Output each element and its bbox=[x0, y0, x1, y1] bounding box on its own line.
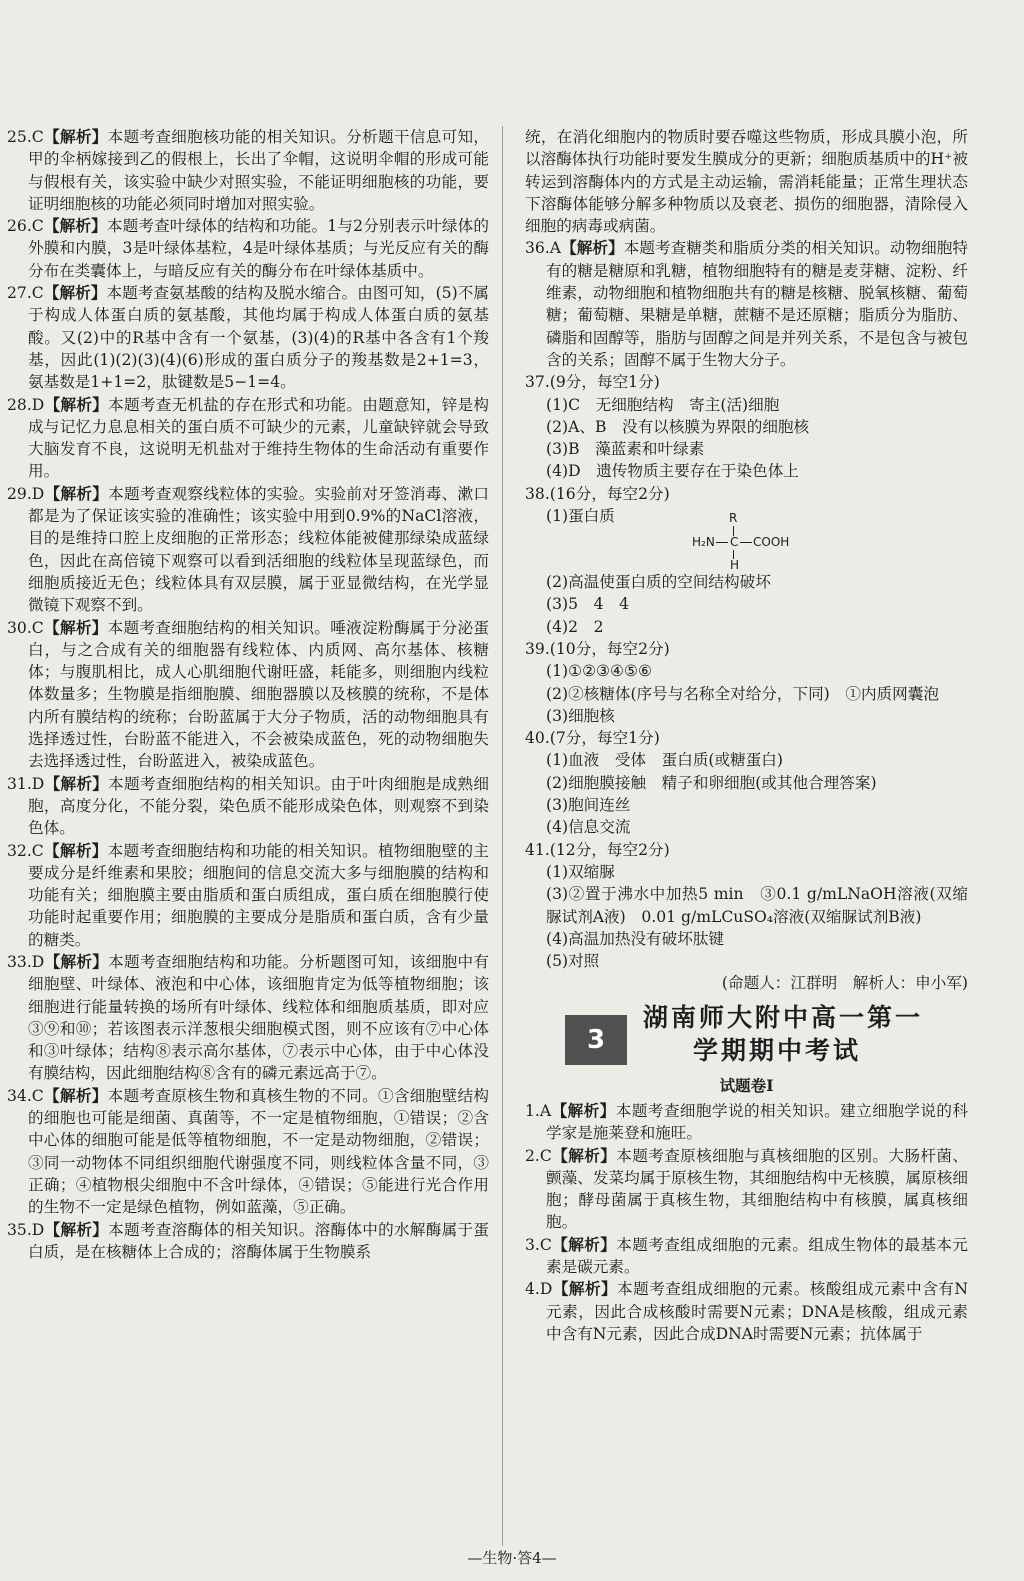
answer-39-line-2: (2)②核糖体(序号与名称全对给分，下同) ①内质网囊泡 bbox=[546, 684, 939, 703]
answer-40 bbox=[525, 727, 968, 838]
answer-1 bbox=[525, 1100, 968, 1145]
analysis-tag: 【解析】 bbox=[552, 1279, 618, 1299]
answer-26 bbox=[7, 215, 489, 282]
amino-acid-formula bbox=[546, 505, 968, 571]
answer-38 bbox=[525, 483, 968, 638]
right-column bbox=[525, 126, 968, 1345]
answer-29 bbox=[7, 483, 489, 617]
answer-41-line-2: (3)②置于沸水中加热5 min ③0.1 g/mLNaOH溶液(双缩脲试剂A液) 0.01 g/mLCuSO₄溶液(双缩脲试剂B液) bbox=[546, 885, 968, 926]
answer-40-head: 40.(7分，每空1分) bbox=[525, 729, 660, 748]
answer-3 bbox=[525, 1234, 968, 1279]
formula-carboxyl-group: COOH bbox=[753, 535, 790, 550]
answer-number: 31.D bbox=[7, 774, 45, 793]
answer-41-line-1: (1)双缩脲 bbox=[546, 862, 615, 881]
analysis-tag: 【解析】 bbox=[43, 127, 108, 146]
section-title: 试题卷Ⅰ bbox=[719, 1075, 774, 1095]
answer-37 bbox=[525, 371, 968, 482]
exam-title-line-2: 学期期中考试 bbox=[693, 1035, 862, 1065]
answer-text: 本题考查细胞学说的相关知识。建立细胞学说的科学家是施莱登和施旺。 bbox=[546, 1101, 968, 1143]
answer-28 bbox=[7, 394, 489, 483]
analysis-tag: 【解析】 bbox=[551, 1234, 617, 1254]
answer-number: 3.C bbox=[525, 1235, 552, 1254]
answer-list-exam-3 bbox=[525, 1100, 968, 1345]
answer-number: 27.C bbox=[7, 284, 44, 303]
answer-41-line-3: (4)高温加热没有破坏肽键 bbox=[546, 929, 725, 948]
analysis-tag: 【解析】 bbox=[551, 1145, 617, 1165]
analysis-tag: 【解析】 bbox=[44, 1219, 109, 1239]
answer-text: 本题考查组成细胞的元素。组成生物体的最基本元素是碳元素。 bbox=[546, 1235, 968, 1277]
answer-text: 本题考查无机盐的存在形式和功能。由题意知，锌是构成与记忆力息息相关的蛋白质不可缺少的元素，儿童缺锌就会导致大脑发育不良，这说明无机盐对于维持生物体的生命活动有重要作用。 bbox=[28, 395, 489, 481]
formula-r-group: R bbox=[729, 511, 738, 526]
answer-37-line-1: (1)C 无细胞结构 寄主(活)细胞 bbox=[546, 395, 780, 414]
answer-number: 32.C bbox=[7, 841, 44, 860]
answer-40-line-2: (2)细胞膜接触 精子和卵细胞(或其他合理答案) bbox=[546, 773, 877, 792]
answer-39 bbox=[525, 638, 968, 727]
answer-41 bbox=[525, 839, 968, 973]
answer-35-continued: 统，在消化细胞内的物质时要吞噬这些物质，形成具膜小泡，所以溶酶体执行功能时要发生膜成分的更新；细胞质基质中的H⁺被转运到溶酶体内的方式是主动运输，需消耗能量；正常生理状态下溶酶体能够分解多种物质以及衰老、损伤的细胞器，清除侵入细胞的病毒或病菌。 bbox=[525, 128, 968, 236]
formula-bond-left bbox=[716, 542, 728, 543]
answer-text: 本题考查观察线粒体的实验。实验前对牙签消毒、漱口都是为了保证该实验的准确性；该实验中用到0.9%的NaCl溶液，目的是维持口腔上皮细胞的正常形态；线粒体能被健那绿染成蓝绿色，因此在高倍镜下观察可以看到活细胞的线粒体呈现蓝绿色，而细胞质接近无色；线粒体具有双层膜，属于亚显微结构，在光学显微镜下观察不到。 bbox=[28, 484, 489, 615]
formula-amino-group: H₂N bbox=[692, 535, 715, 550]
answer-text: 本题考查原核生物和真核生物的不同。①含细胞壁结构的细胞也可能是细菌、真菌等，不一定是植物细胞，①错误；②含中心体的细胞可能是低等植物细胞，不一定是动物细胞，②错误；③同一动物体不同组织细胞代谢强度不同，则线粒体含量不同，③正确；④植物根尖细胞中不含叶绿体，④错误；⑤能进行光合作用的生物不一定是绿色植物，例如蓝藻，⑤正确。 bbox=[28, 1086, 489, 1217]
answer-text: 本题考查细胞结构的相关知识。唾液淀粉酶属于分泌蛋白，与之合成有关的细胞器有线粒体、内质网、高尔基体、核糖体；与腹肌相比，成人心肌细胞代谢旺盛，耗能多，则细胞内线粒体数量多；生物膜是指细胞膜、细胞器膜以及核膜的统称，不是体内所有膜结构的统称；台盼蓝属于大分子物质，活的动物细胞具有选择透过性，台盼蓝不能进入，不会被染成蓝色，死的动物细胞失去选择透过性，台盼蓝进入，被染成蓝色。 bbox=[28, 618, 489, 771]
analysis-tag: 【解析】 bbox=[43, 617, 108, 637]
answer-35 bbox=[7, 1219, 489, 1264]
answer-39-line-1: (1)①②③④⑤⑥ bbox=[546, 662, 652, 681]
answer-40-line-4: (4)信息交流 bbox=[546, 818, 631, 837]
formula-label: (1)蛋白质 bbox=[546, 507, 615, 526]
answer-41-head: 41.(12分，每空2分) bbox=[525, 840, 670, 859]
answer-text: 本题考查溶酶体的相关知识。溶酶体中的水解酶属于蛋白质，是在核糖体上合成的；溶酶体属于生物膜系 bbox=[28, 1220, 489, 1261]
answer-25 bbox=[7, 126, 489, 215]
answer-38-line-3: (3)5 4 4 bbox=[546, 595, 630, 614]
answer-27 bbox=[7, 282, 489, 393]
answer-4 bbox=[525, 1278, 968, 1345]
answer-text: 本题考查叶绿体的结构和功能。1与2分别表示叶绿体的外膜和内膜，3是叶绿体基粒，4是叶绿体基质；与光反应有关的酶分布在类囊体上，与暗反应有关的酶分布在叶绿体基质中。 bbox=[28, 217, 489, 280]
analysis-tag: 【解析】 bbox=[44, 394, 109, 414]
exam-title-line-1: 湖南师大附中高一第一 bbox=[643, 1002, 924, 1032]
analysis-tag: 【解析】 bbox=[551, 1100, 616, 1120]
answer-39-head: 39.(10分，每空2分) bbox=[525, 639, 670, 658]
analysis-tag: 【解析】 bbox=[43, 1085, 108, 1105]
analysis-tag: 【解析】 bbox=[43, 283, 107, 303]
answer-text: 本题考查细胞结构和功能。分析题图可知，该细胞中有细胞壁、叶绿体、液泡和中心体，该细胞肯定为低等植物细胞；该细胞进行能量转换的场所有叶绿体、线粒体和细胞质基质，即对应③⑨和⑩；若该图表示洋葱根尖细胞模式图，则不应该有⑦中心体和③叶绿体；结构⑧表示高尔基体，⑦表示中心体，由于中心体没有膜结构，因此细胞结构⑧含有的磷元素远高于⑦。 bbox=[28, 952, 489, 1083]
answer-text: 本题考查组成细胞的元素。核酸组成元素中含有N元素，因此合成核酸时需要N元素；DNA是核酸，组成元素中含有N元素，因此合成DNA时需要N元素；抗体属于 bbox=[546, 1280, 968, 1343]
answer-number: 35.D bbox=[7, 1220, 45, 1239]
formula-hydrogen: H bbox=[730, 558, 740, 573]
analysis-tag: 【解析】 bbox=[44, 951, 109, 971]
answer-number: 28.D bbox=[7, 395, 45, 414]
answer-31 bbox=[7, 773, 489, 840]
author-credit: (命题人：江群明 解析人：申小军) bbox=[721, 974, 968, 993]
analysis-tag: 【解析】 bbox=[43, 216, 107, 236]
answer-number: 2.C bbox=[525, 1146, 552, 1165]
analysis-tag: 【解析】 bbox=[43, 840, 108, 860]
answer-text: 本题考查细胞结构和功能的相关知识。植物细胞壁的主要成分是纤维素和果胶；细胞间的信息交流大多与细胞膜的结构和功能有关；细胞膜主要由脂质和蛋白质组成，蛋白质在细胞膜行使功能时起重要作用；细胞膜的主要成分是脂质和蛋白质，含有少量的糖类。 bbox=[28, 841, 489, 949]
exam-section-header bbox=[565, 1002, 968, 1065]
answer-40-line-3: (3)胞间连丝 bbox=[546, 796, 631, 815]
formula-bond-right bbox=[740, 542, 752, 543]
analysis-tag: 【解析】 bbox=[44, 773, 109, 793]
answer-number: 4.D bbox=[525, 1280, 553, 1299]
answer-34 bbox=[7, 1085, 489, 1219]
exam-number-badge: 3 bbox=[565, 1015, 627, 1065]
answer-number: 1.A bbox=[525, 1101, 552, 1120]
answer-38-line-4: (4)2 2 bbox=[546, 617, 604, 636]
answer-number: 25.C bbox=[7, 128, 44, 146]
answer-text: 本题考查细胞结构的相关知识。由于叶肉细胞是成熟细胞，高度分化，不能分裂，染色质不能形成染色体，则观察不到染色体。 bbox=[28, 774, 489, 838]
answer-30 bbox=[7, 617, 489, 773]
answer-text: 本题考查细胞核功能的相关知识。分析题干信息可知，甲的伞柄嫁接到乙的假根上，长出了伞帽，这说明伞帽的形成可能与假根有关，该实验中缺少对照实验，不能证明细胞核的功能，要证明细胞核的功能必须同时增加对照实验。 bbox=[28, 128, 489, 213]
answer-number: 33.D bbox=[7, 952, 45, 971]
left-column bbox=[7, 126, 489, 1263]
answer-text: 本题考查氨基酸的结构及脱水缩合。由图可知，(5)不属于构成人体蛋白质的氨基酸，其他均属于构成人体蛋白质的氨基酸。又(2)中的R基中含有一个氨基，(3)(4)的R基中各含有1个羧基，因此(1)(2)(3)(4)(6)形成的蛋白质分子的羧基数是2+1=3，氨基数是1+1=2，肽键数是5−1=4。 bbox=[28, 284, 489, 392]
page-footer: —生物·答4— bbox=[467, 1549, 557, 1567]
answer-37-line-3: (3)B 藻蓝素和叶绿素 bbox=[546, 440, 705, 459]
answer-39-line-3: (3)细胞核 bbox=[546, 706, 615, 725]
answer-37-line-4: (4)D 遗传物质主要存在于染色体上 bbox=[546, 462, 799, 481]
answer-36 bbox=[525, 237, 968, 371]
analysis-tag: 【解析】 bbox=[561, 238, 624, 258]
answer-number: 36.A bbox=[525, 239, 562, 258]
answer-38-head: 38.(16分，每空2分) bbox=[525, 484, 670, 503]
answer-text: 本题考查原核细胞与真核细胞的区别。大肠杆菌、颤藻、发菜均属于原核生物，其细胞结构中无核膜，属原核细胞；酵母菌属于真核生物，其细胞结构中有核膜，属真核细胞。 bbox=[546, 1146, 968, 1232]
answer-number: 34.C bbox=[7, 1086, 44, 1105]
answer-text: 本题考查糖类和脂质分类的相关知识。动物细胞特有的糖是糖原和乳糖，植物细胞特有的糖是麦芽糖、淀粉、纤维素，动物细胞和植物细胞共有的糖是核糖、脱氧核糖、葡萄糖；葡萄糖、果糖是单糖，蔗糖不是还原糖；脂质分为脂肪、磷脂和固醇等，脂肪与固醇之间是并列关系，不是包含与被包含的关系；固醇不属于生物大分子。 bbox=[546, 239, 968, 369]
answer-number: 30.C bbox=[7, 618, 44, 637]
answer-32 bbox=[7, 840, 489, 951]
column-divider bbox=[502, 126, 503, 1546]
answer-2 bbox=[525, 1145, 968, 1234]
answer-40-line-1: (1)血液 受体 蛋白质(或糖蛋白) bbox=[546, 751, 783, 770]
answer-37-head: 37.(9分，每空1分) bbox=[525, 373, 660, 392]
answer-38-line-2: (2)高温使蛋白质的空间结构破坏 bbox=[546, 573, 771, 592]
answer-number: 26.C bbox=[7, 217, 44, 236]
answer-number: 29.D bbox=[7, 484, 45, 503]
formula-alpha-carbon: C bbox=[730, 535, 739, 550]
answer-33 bbox=[7, 951, 489, 1085]
answer-37-line-2: (2)A、B 没有以核膜为界限的细胞核 bbox=[546, 417, 810, 436]
answer-41-line-4: (5)对照 bbox=[546, 952, 600, 971]
analysis-tag: 【解析】 bbox=[44, 483, 109, 503]
